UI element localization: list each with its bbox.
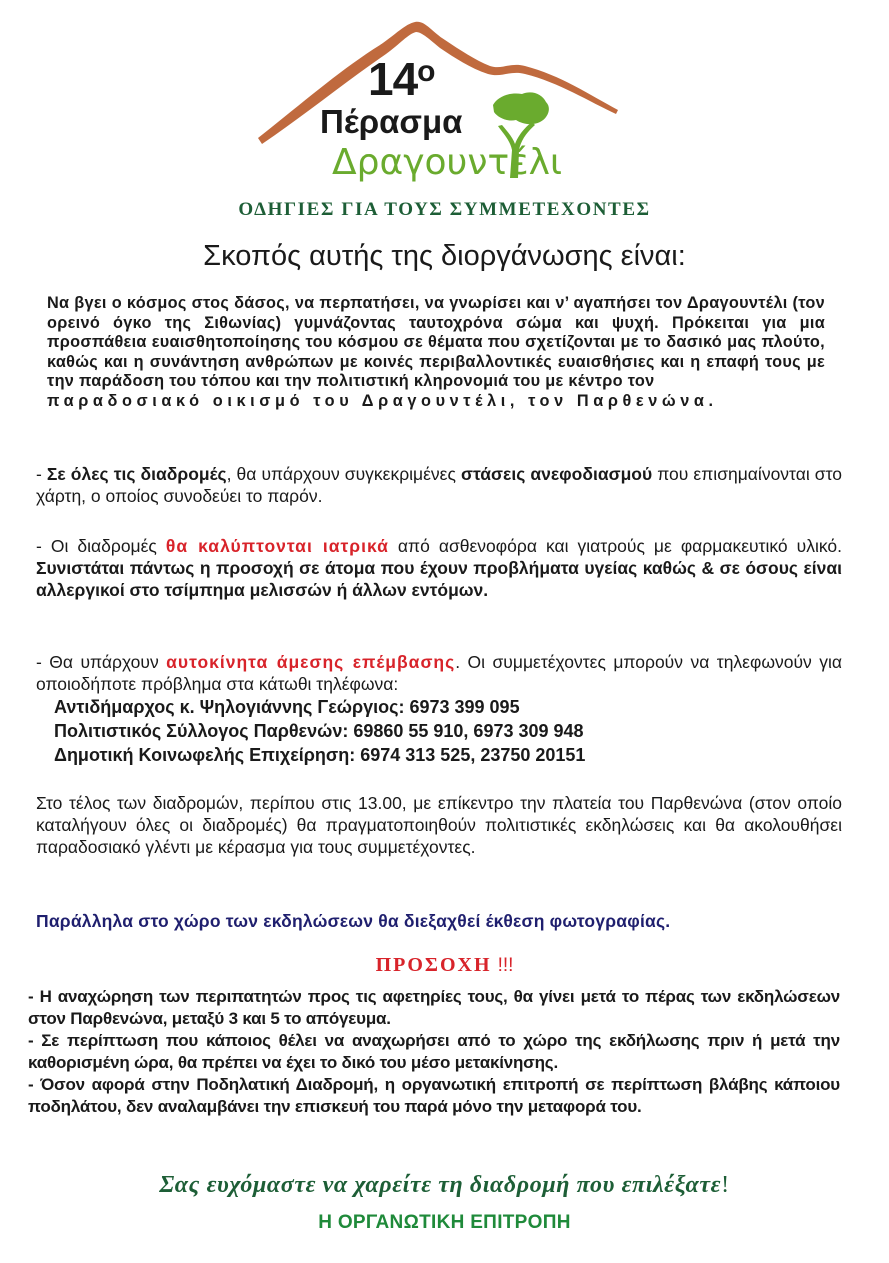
closing-wish: Σας ευχόμαστε να χαρείτε τη διαδρομή που επιλέξατε! [159, 1172, 730, 1198]
page-heading: Σκοπός αυτής της διοργάνωσης είναι: [203, 240, 686, 272]
logo-edition: $14^o$ [368, 53, 435, 105]
routes-bold: Σε όλες τις διαδρομές [46, 464, 227, 484]
logo-title: Πέρασμα [320, 103, 463, 140]
document-subtitle: ΟΔΗΓΙΕΣ ΓΙΑ ΤΟΥΣ ΣΥΜΜΕΤΕΧΟΝΤΕΣ [238, 199, 651, 220]
event-logo [240, 10, 640, 190]
signature: Η ΟΡΓΑΝΩΤΙΚΗ ΕΠΙΤΡΟΠΗ [318, 1212, 571, 1233]
intro-body: Να βγει ο κόσμος στος δάσος, να περπατήσει, να γνωρίσει και ν’ αγαπήσει τον Δραγουντέλι (τον ορεινό όγκο της Σιθωνίας) γυμνάζοντας ταυτοχρόνα σώμα και ψυχή. Πρόκειται για μια προσπάθεια ευαισθητοποίησης του κόσμου σε θέματα που σχετίζονται με το δασικό μας πλούτο, καθώς και η συνάντηση ανθρώπων με κοινές περιβαλλοντικές ευαισθήσιες και η επαφή τους με την παράδοση του τόπου και την πολιτιστική κληρονομιά του με κέντρο τον [47, 294, 825, 391]
ending-paragraph: Στο τέλος των διαδρομών, περίπου στις 13.00, με επίκεντρο την πλατεία του Παρθενώνα (στον οποίο καταλήγουν όλες οι διαδρομές) θα πραγματοποιηθούν πολιτιστικές εκδηλώσεις και θα ακολουθήσει παραδοσιακό γλέντι με κέρασμα για τους συμμετέχοντες. [36, 793, 842, 857]
refuel-stops: στάσεις ανεφοδιασμού [461, 464, 653, 484]
warning-title: ΠΡΟΣΟΧΗ !!! [375, 954, 514, 976]
warning-note: - Σε περίπτωση που κάποιος θέλει να αναχωρήσει από το χώρο της εκδήλωσης πριν ή μετά την καθορισμένη ώρα, θα πρέπει να έχει το δικό του μέσο μετακίνησης. [28, 1031, 840, 1072]
phone-entry: Πολιτιστικός Σύλλογος Παρθενών: 69860 55 910, 6973 309 948 [54, 721, 584, 741]
intro-last-line: παραδοσιακό οικισμό του Δραγουντέλι, τον Παρθενώνα. [47, 391, 718, 410]
vehicles-paragraph: - Θα υπάρχουν αυτοκίνητα άμεσης επέμβασης. Οι συμμετέχοντες μπορούν να τηλεφωνούν για οποιοδήποτε πρόβλημα στα κάτωθι τηλέφωνα: [36, 652, 843, 694]
vehicles-highlight: αυτοκίνητα άμεσης επέμβασης [166, 652, 456, 672]
medical-highlight: θα καλύπτονται ιατρικά [165, 536, 389, 556]
warning-note: - Η αναχώρηση των περιπατητών προς τις αφετηρίες τους, θα γίνει μετά το πέρας των εκδηλώσεων στον Παρθενώνα, μεταξύ 3 και 5 το απόγευμα. [28, 987, 840, 1028]
phone-entry: Δημοτική Κοινωφελής Επιχείρηση: 6974 313 525, 23750 20151 [54, 745, 586, 765]
medical-warning: Συνιστάται πάντως η προσοχή σε άτομα που έχουν προβλήματα υγείας καθώς & σε όσους είναι αλλεργικοί στο τσίμπημα μελισσών ή άλλων εντόμων. [36, 558, 842, 600]
intro-paragraph [47, 294, 825, 412]
warning-notes [28, 986, 840, 1118]
phone-entry: Αντιδήμαρχος κ. Ψηλογιάννης Γεώργιος: 6973 399 095 [54, 697, 520, 717]
photo-exhibition-note: Παράλληλα στο χώρο των εκδηλώσεων θα διεξαχθεί έκθεση φωτογραφίας. [36, 911, 671, 931]
phone-list [54, 695, 585, 767]
medical-paragraph: - Οι διαδρομές θα καλύπτονται ιατρικά από ασθενοφόρα και γιατρούς με φαρμακευτικό υλικό. Συνιστάται πάντως η προσοχή σε άτομα που έχουν προβλήματα υγείας καθώς & σε όσους είναι αλλεργικοί στο τσίμπημα μελισσών ή άλλων εντόμων. [36, 536, 842, 600]
routes-paragraph: - Σε όλες τις διαδρομές, θα υπάρχουν συγκεκριμένες στάσεις ανεφοδιασμού που επισημαίνονται στο χάρτη, ο οποίος συνοδεύει το παρόν. [36, 464, 842, 506]
logo-place: Δραγουντέλι [332, 142, 563, 183]
warning-note: - Όσον αφορά στην Ποδηλατική Διαδρομή, η οργανωτική επιτροπή σε περίπτωση βλάβης κάποιου ποδηλάτου, δεν αναλαμβάνει την επισκευή του παρά μόνο την μεταφορά του. [28, 1075, 840, 1116]
